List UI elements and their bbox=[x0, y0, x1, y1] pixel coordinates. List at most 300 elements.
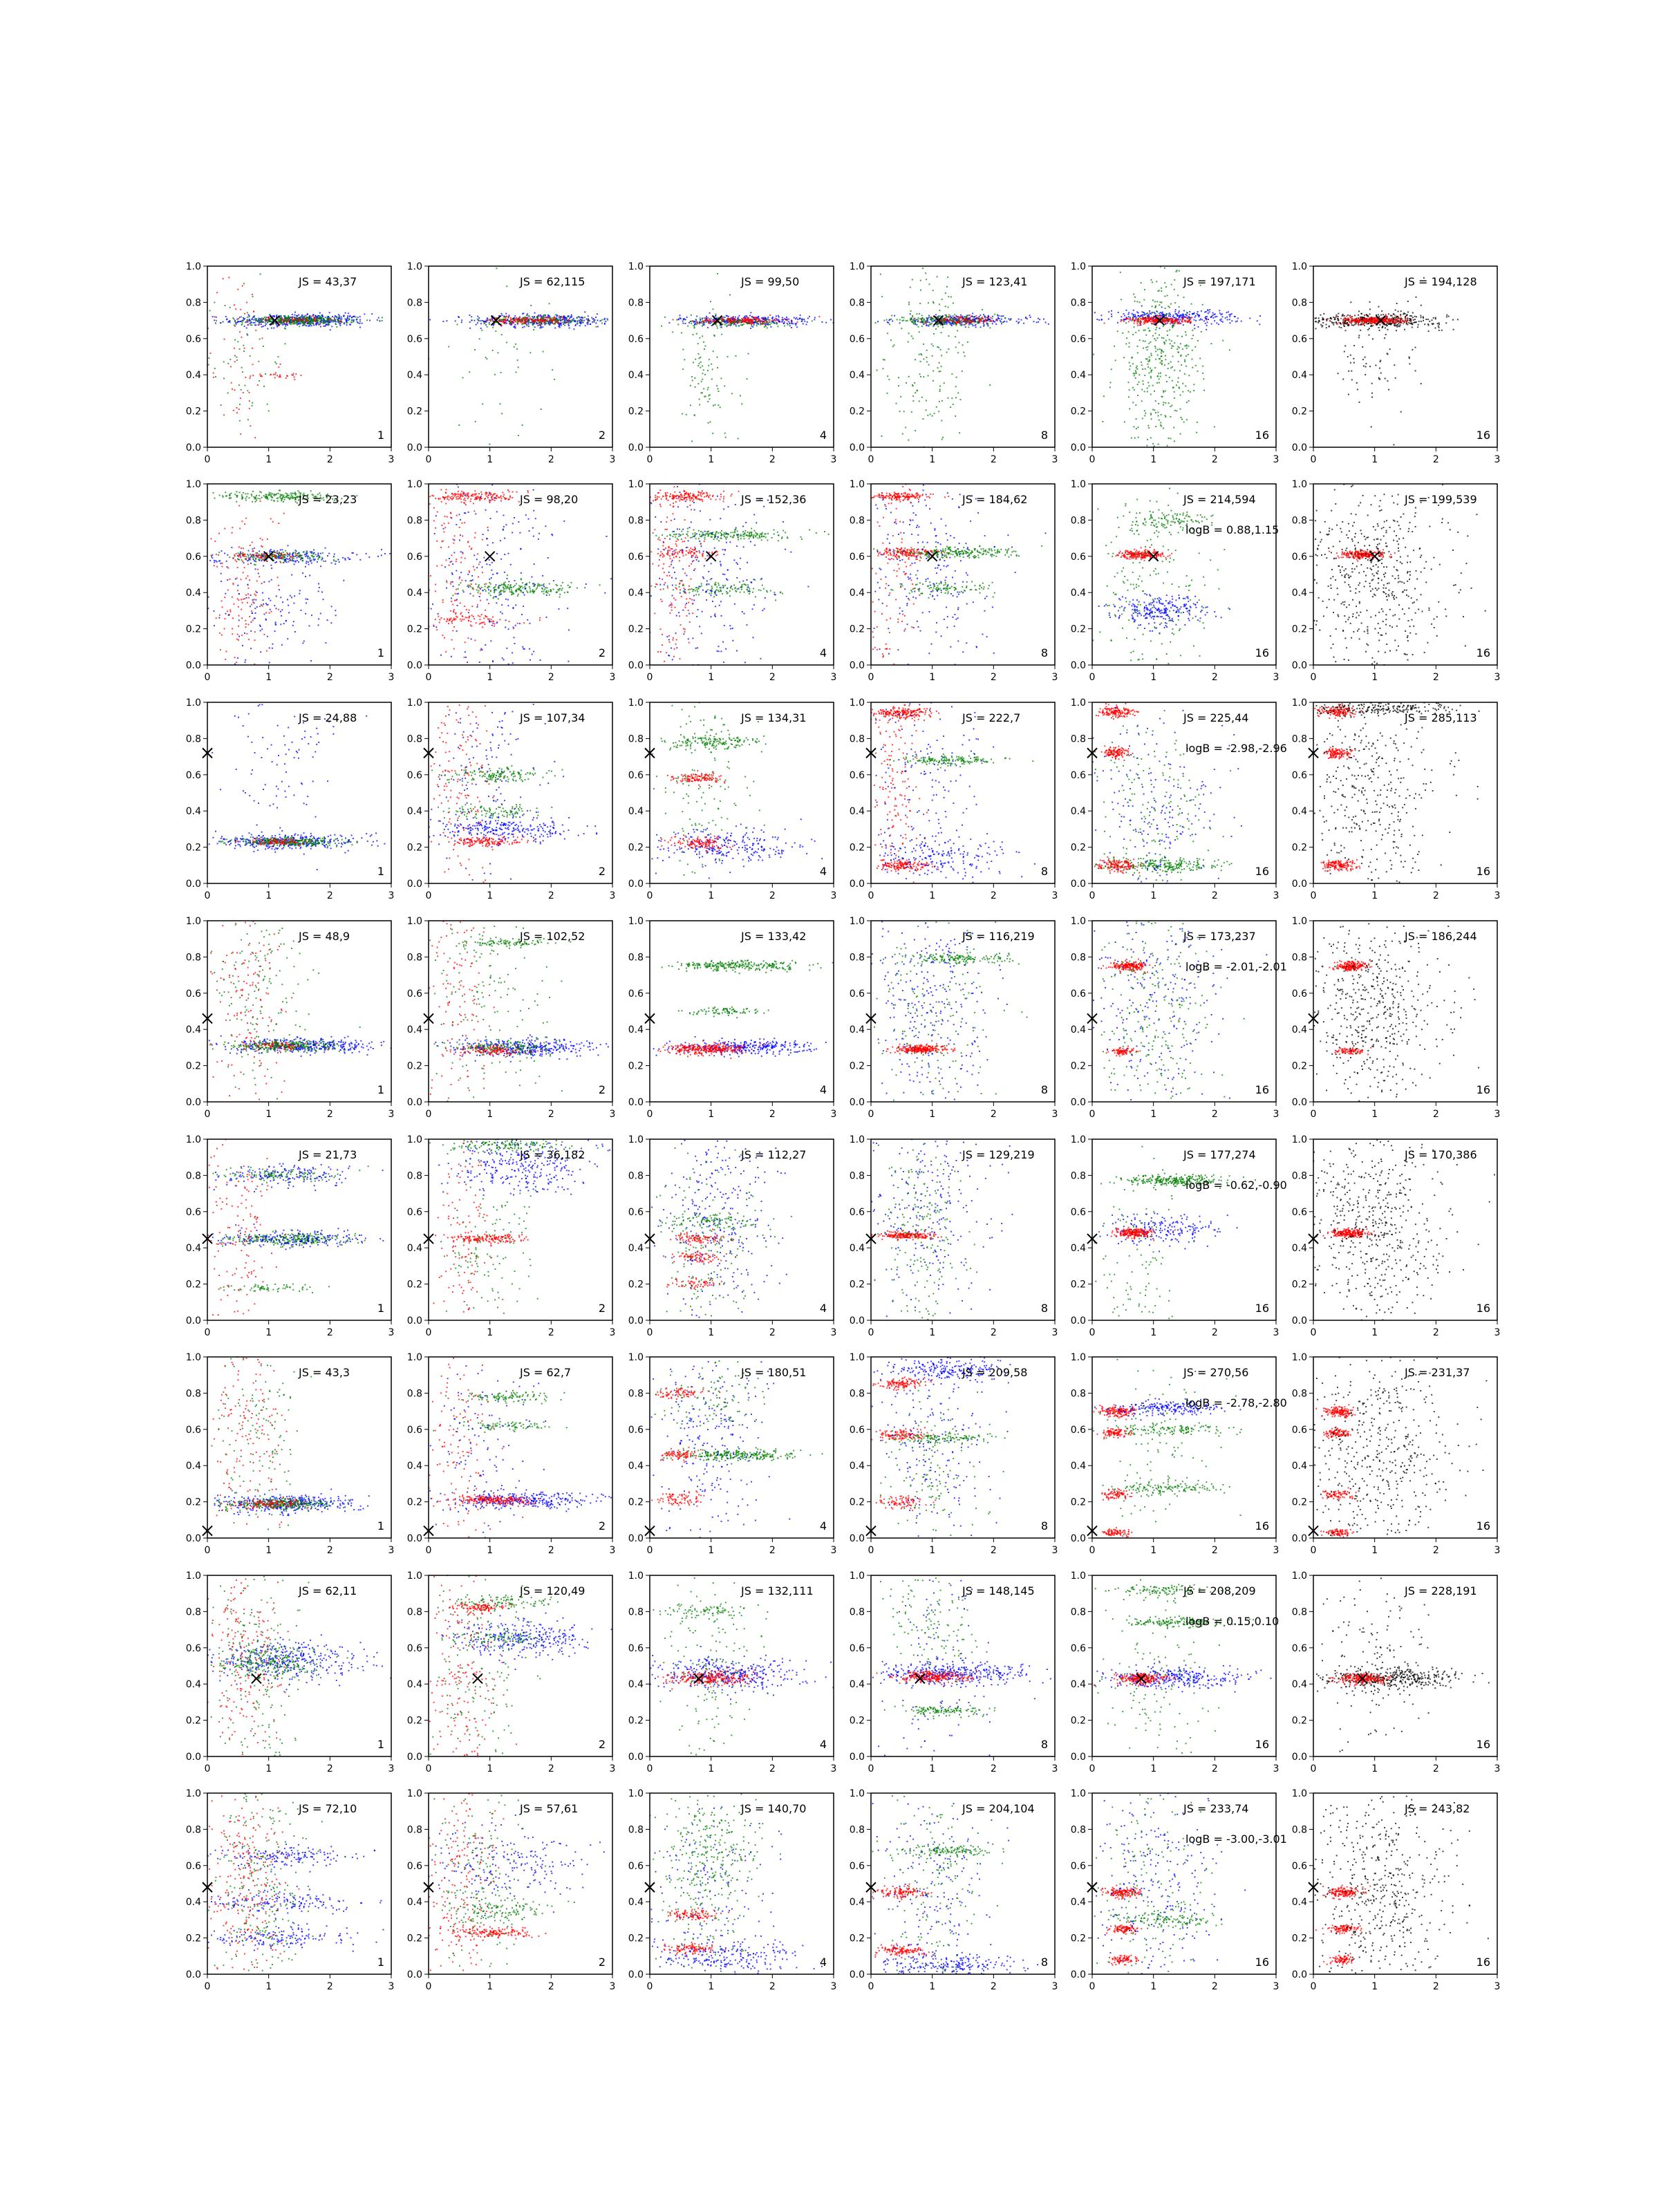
scatter-point bbox=[537, 325, 538, 326]
scatter-point bbox=[253, 311, 254, 312]
scatter-point bbox=[1360, 317, 1362, 319]
scatter-point bbox=[1168, 314, 1170, 315]
scatter-point bbox=[255, 319, 256, 320]
scatter-point bbox=[1125, 318, 1127, 319]
scatter-point bbox=[292, 322, 293, 324]
scatter-point bbox=[1123, 321, 1125, 322]
scatter-point bbox=[1132, 319, 1134, 321]
scatter-point bbox=[774, 320, 775, 321]
scatter-point bbox=[317, 322, 319, 324]
scatter-point bbox=[270, 321, 271, 322]
scatter-point bbox=[1199, 358, 1201, 359]
scatter-point bbox=[290, 324, 291, 325]
scatter-point bbox=[561, 317, 563, 318]
scatter-point bbox=[261, 376, 263, 377]
scatter-point bbox=[980, 326, 982, 328]
column-label: 2 bbox=[599, 429, 606, 442]
scatter-point bbox=[554, 379, 555, 380]
scatter-point bbox=[1149, 320, 1150, 321]
scatter-point bbox=[597, 326, 599, 328]
scatter-point bbox=[303, 316, 304, 317]
scatter-point bbox=[951, 397, 953, 399]
scatter-point bbox=[1385, 327, 1386, 328]
scatter-point bbox=[919, 318, 921, 319]
scatter-point bbox=[1340, 324, 1342, 325]
scatter-point bbox=[1348, 371, 1349, 372]
scatter-point bbox=[252, 402, 253, 404]
scatter-point bbox=[538, 324, 540, 326]
scatter-point bbox=[791, 323, 792, 324]
scatter-point bbox=[1320, 315, 1321, 316]
scatter-point bbox=[265, 373, 266, 375]
scatter-point bbox=[1425, 319, 1427, 320]
scatter-point bbox=[1353, 325, 1354, 326]
scatter-point bbox=[892, 346, 894, 347]
scatter-point bbox=[1335, 315, 1337, 316]
scatter-point bbox=[543, 322, 545, 324]
scatter-point bbox=[1356, 382, 1358, 384]
scatter-point bbox=[1163, 319, 1165, 320]
scatter-point bbox=[677, 324, 679, 325]
scatter-point bbox=[1134, 301, 1136, 302]
scatter-point bbox=[252, 348, 253, 349]
scatter-point bbox=[1333, 322, 1335, 324]
scatter-point bbox=[347, 320, 348, 321]
scatter-point bbox=[1149, 357, 1150, 358]
scatter-point bbox=[1219, 312, 1221, 314]
scatter-point bbox=[563, 324, 564, 325]
scatter-point bbox=[601, 323, 603, 324]
scatter-point bbox=[778, 326, 779, 327]
scatter-point bbox=[684, 323, 686, 324]
scatter-point bbox=[1177, 335, 1179, 337]
scatter-point bbox=[931, 344, 932, 345]
scatter-point bbox=[518, 317, 519, 319]
x-tick-label: 0 bbox=[1311, 454, 1317, 465]
scatter-point bbox=[1145, 347, 1147, 348]
scatter-point bbox=[578, 317, 579, 318]
scatter-point bbox=[301, 317, 303, 318]
scatter-point bbox=[209, 310, 211, 311]
scatter-point bbox=[703, 369, 704, 371]
scatter-point bbox=[1161, 315, 1163, 317]
scatter-point bbox=[357, 317, 359, 318]
scatter-point bbox=[705, 346, 706, 347]
scatter-point bbox=[1135, 370, 1136, 371]
scatter-point bbox=[346, 324, 348, 326]
scatter-point bbox=[592, 321, 593, 323]
scatter-point bbox=[1147, 315, 1148, 317]
scatter-point bbox=[960, 315, 962, 316]
scatter-point bbox=[1351, 379, 1353, 380]
scatter-point bbox=[294, 379, 295, 380]
scatter-point bbox=[1322, 319, 1323, 320]
scatter-point bbox=[967, 341, 968, 343]
js-annotation: JS = 62,115 bbox=[519, 275, 585, 288]
scatter-point bbox=[758, 323, 759, 324]
scatter-point bbox=[709, 359, 710, 360]
scatter-point bbox=[939, 371, 941, 372]
scatter-point bbox=[1237, 317, 1239, 319]
scatter-point bbox=[1359, 402, 1360, 403]
scatter-point bbox=[571, 315, 572, 316]
scatter-point bbox=[901, 328, 902, 329]
scatter-point bbox=[1129, 342, 1130, 344]
scatter-point bbox=[686, 317, 688, 318]
scatter-point bbox=[236, 319, 238, 320]
scatter-point bbox=[877, 321, 879, 322]
scatter-point bbox=[259, 339, 261, 340]
scatter-point bbox=[1187, 317, 1188, 319]
scatter-point bbox=[979, 321, 980, 323]
scatter-point bbox=[708, 365, 709, 366]
scatter-point bbox=[953, 324, 954, 325]
scatter-point bbox=[554, 324, 555, 325]
scatter-point bbox=[998, 315, 1000, 317]
panel-r1-c4 bbox=[850, 261, 1058, 465]
scatter-point bbox=[1172, 316, 1174, 317]
scatter-point bbox=[984, 320, 985, 321]
scatter-point bbox=[707, 327, 709, 328]
scatter-point bbox=[924, 319, 925, 320]
scatter-point bbox=[1134, 373, 1135, 375]
x-tick-label: 1 bbox=[487, 454, 493, 465]
scatter-point bbox=[933, 333, 935, 335]
scatter-point bbox=[964, 324, 965, 326]
scatter-point bbox=[908, 440, 909, 441]
scatter-point bbox=[701, 381, 702, 382]
scatter-point bbox=[1038, 321, 1039, 323]
scatter-point bbox=[945, 306, 946, 307]
scatter-point bbox=[1347, 319, 1349, 321]
scatter-point bbox=[563, 317, 564, 319]
scatter-point bbox=[527, 324, 529, 325]
scatter-point bbox=[770, 326, 771, 328]
scatter-point bbox=[937, 326, 939, 327]
scatter-point bbox=[765, 324, 766, 325]
scatter-point bbox=[245, 321, 246, 323]
scatter-point bbox=[514, 326, 515, 327]
scatter-point bbox=[1185, 345, 1187, 346]
scatter-point bbox=[505, 317, 506, 318]
scatter-point bbox=[721, 319, 722, 320]
scatter-point bbox=[932, 321, 934, 322]
scatter-point bbox=[1209, 309, 1210, 310]
scatter-point bbox=[744, 317, 745, 319]
scatter-point bbox=[1361, 320, 1362, 321]
scatter-point bbox=[1168, 363, 1170, 364]
scatter-point bbox=[1174, 302, 1176, 303]
scatter-point bbox=[274, 362, 276, 363]
scatter-point bbox=[1189, 321, 1190, 322]
scatter-point bbox=[583, 320, 585, 321]
scatter-point bbox=[749, 321, 750, 323]
scatter-point bbox=[474, 349, 476, 350]
scatter-point bbox=[711, 318, 712, 319]
scatter-point bbox=[299, 326, 300, 327]
scatter-point bbox=[1398, 318, 1399, 319]
scatter-point bbox=[547, 321, 549, 322]
scatter-point bbox=[1174, 397, 1175, 399]
scatter-point bbox=[742, 324, 743, 326]
scatter-point bbox=[903, 319, 904, 321]
scatter-point bbox=[236, 324, 237, 325]
scatter-point bbox=[239, 317, 241, 318]
scatter-point bbox=[1163, 351, 1164, 353]
scatter-point bbox=[715, 314, 717, 315]
scatter-point bbox=[501, 334, 503, 335]
scatter-point bbox=[975, 315, 977, 317]
scatter-point bbox=[704, 320, 706, 321]
scatter-point bbox=[559, 317, 560, 319]
scatter-point bbox=[948, 317, 949, 318]
scatter-point bbox=[1102, 421, 1103, 422]
scatter-point bbox=[680, 318, 682, 319]
scatter-point bbox=[688, 322, 690, 324]
scatter-point bbox=[249, 392, 250, 393]
scatter-point bbox=[1138, 427, 1139, 428]
scatter-point bbox=[1216, 316, 1217, 317]
x-tick-label: 2 bbox=[991, 454, 997, 465]
scatter-point bbox=[326, 321, 327, 322]
scatter-point bbox=[1354, 324, 1356, 326]
scatter-point bbox=[762, 319, 764, 321]
scatter-point bbox=[1165, 308, 1166, 309]
scatter-point bbox=[1167, 322, 1168, 324]
axes-frame bbox=[650, 266, 834, 447]
scatter-point bbox=[1148, 427, 1150, 429]
scatter-point bbox=[918, 319, 919, 321]
scatter-point bbox=[1192, 335, 1194, 336]
scatter-point bbox=[702, 323, 704, 324]
scatter-point bbox=[509, 320, 510, 321]
scatter-point bbox=[568, 321, 569, 323]
scatter-point bbox=[561, 325, 562, 326]
scatter-point bbox=[1367, 318, 1368, 319]
scatter-point bbox=[1333, 317, 1334, 318]
scatter-point bbox=[1318, 322, 1319, 324]
scatter-point bbox=[714, 335, 715, 337]
scatter-point bbox=[707, 389, 709, 391]
scatter-point bbox=[786, 319, 787, 320]
scatter-point bbox=[1184, 373, 1185, 375]
scatter-point bbox=[1342, 315, 1343, 317]
scatter-point bbox=[1159, 382, 1160, 384]
scatter-point bbox=[1179, 386, 1180, 388]
scatter-point bbox=[682, 323, 684, 324]
scatter-point bbox=[1104, 323, 1105, 324]
scatter-point bbox=[1161, 288, 1162, 289]
scatter-point bbox=[1345, 330, 1347, 331]
scatter-point bbox=[1385, 318, 1386, 319]
scatter-point bbox=[480, 328, 482, 329]
scatter-point bbox=[1030, 317, 1031, 318]
scatter-point bbox=[966, 323, 967, 324]
scatter-point bbox=[1218, 324, 1219, 325]
scatter-point bbox=[1154, 338, 1155, 339]
scatter-point bbox=[285, 319, 287, 321]
scatter-point bbox=[378, 317, 379, 319]
scatter-point bbox=[339, 322, 340, 324]
scatter-point bbox=[1412, 327, 1413, 328]
scatter-point bbox=[1139, 301, 1141, 303]
scatter-point bbox=[708, 387, 709, 388]
scatter-point bbox=[881, 296, 883, 297]
scatter-point bbox=[1135, 377, 1136, 379]
scatter-point bbox=[1141, 400, 1143, 402]
y-tick-label: 0.6 bbox=[1071, 334, 1086, 345]
scatter-point bbox=[926, 350, 928, 351]
scatter-point bbox=[1176, 313, 1177, 315]
scatter-point bbox=[708, 395, 709, 396]
scatter-point bbox=[1395, 310, 1396, 311]
scatter-point bbox=[320, 326, 321, 328]
scatter-point bbox=[1169, 377, 1170, 378]
scatter-point bbox=[960, 324, 962, 326]
scatter-point bbox=[962, 371, 963, 372]
scatter-point bbox=[597, 320, 599, 321]
scatter-point bbox=[948, 397, 949, 399]
scatter-point bbox=[730, 325, 731, 326]
scatter-point bbox=[920, 361, 921, 362]
scatter-point bbox=[1144, 415, 1145, 416]
scatter-point bbox=[276, 363, 277, 364]
scatter-point bbox=[806, 324, 807, 325]
scatter-point bbox=[922, 418, 924, 420]
scatter-point bbox=[1329, 326, 1330, 328]
scatter-point bbox=[1141, 362, 1142, 363]
scatter-point bbox=[1379, 368, 1380, 369]
scatter-point bbox=[1438, 326, 1439, 327]
scatter-point bbox=[471, 316, 472, 317]
scatter-point bbox=[1180, 315, 1181, 317]
scatter-point bbox=[1222, 316, 1224, 317]
scatter-point bbox=[1145, 341, 1146, 342]
scatter-point bbox=[1388, 319, 1389, 320]
scatter-point bbox=[1151, 279, 1152, 281]
scatter-point bbox=[1138, 320, 1139, 321]
scatter-point bbox=[801, 321, 803, 322]
scatter-point bbox=[1172, 366, 1173, 368]
x-tick-label: 2 bbox=[548, 454, 554, 465]
scatter-point bbox=[1398, 320, 1399, 321]
scatter-point bbox=[1148, 343, 1150, 344]
scatter-point bbox=[1388, 324, 1389, 325]
scatter-point bbox=[1429, 321, 1430, 322]
x-tick-label: 2 bbox=[769, 454, 776, 465]
scatter-point bbox=[708, 422, 709, 424]
scatter-point bbox=[530, 319, 532, 320]
scatter-point bbox=[749, 315, 751, 317]
scatter-point bbox=[1174, 317, 1175, 319]
scatter-point bbox=[1137, 346, 1138, 347]
scatter-point bbox=[1365, 320, 1367, 321]
scatter-point bbox=[476, 324, 477, 326]
scatter-point bbox=[1415, 321, 1416, 323]
scatter-point bbox=[307, 321, 308, 323]
scatter-point bbox=[939, 401, 940, 402]
scatter-point bbox=[500, 403, 501, 404]
scatter-point bbox=[250, 324, 252, 326]
scatter-point bbox=[1380, 315, 1382, 316]
scatter-point bbox=[1445, 322, 1447, 324]
scatter-point bbox=[683, 319, 684, 320]
scatter-point bbox=[890, 319, 892, 320]
scatter-point bbox=[915, 392, 916, 393]
scatter-point bbox=[1194, 319, 1195, 321]
scatter-point bbox=[1194, 317, 1196, 318]
scatter-point bbox=[1342, 379, 1344, 380]
scatter-point bbox=[700, 357, 701, 358]
y-tick-label: 0.2 bbox=[1071, 406, 1086, 418]
scatter-point bbox=[224, 339, 225, 340]
scatter-point bbox=[1185, 386, 1186, 387]
scatter-point bbox=[696, 316, 697, 317]
scatter-point bbox=[962, 325, 963, 326]
scatter-point bbox=[1138, 317, 1139, 319]
x-tick-label: 3 bbox=[1273, 454, 1280, 465]
scatter-point bbox=[942, 327, 944, 328]
scatter-point bbox=[571, 321, 572, 322]
scatter-point bbox=[687, 326, 688, 327]
scatter-point bbox=[489, 324, 490, 325]
scatter-point bbox=[1394, 315, 1396, 316]
scatter-point bbox=[1108, 311, 1109, 312]
scatter-point bbox=[1125, 322, 1127, 324]
scatter-point bbox=[715, 315, 716, 317]
scatter-point bbox=[1374, 319, 1376, 320]
scatter-point bbox=[1206, 325, 1208, 326]
scatter-point bbox=[920, 353, 921, 355]
scatter-point bbox=[742, 321, 743, 323]
scatter-point bbox=[784, 326, 785, 327]
scatter-point bbox=[1016, 321, 1018, 322]
scatter-point bbox=[1148, 385, 1150, 386]
scatter-point bbox=[209, 353, 211, 354]
scatter-point bbox=[1347, 356, 1349, 357]
scatter-point bbox=[214, 368, 216, 369]
scatter-point bbox=[247, 335, 248, 336]
scatter-point bbox=[932, 301, 934, 303]
scatter-point bbox=[715, 404, 716, 406]
scatter-point bbox=[494, 374, 496, 375]
scatter-point bbox=[926, 279, 927, 280]
scatter-point bbox=[1033, 321, 1034, 322]
scatter-point bbox=[1323, 313, 1324, 315]
scatter-point bbox=[1358, 315, 1359, 316]
scatter-point bbox=[1389, 320, 1391, 321]
scatter-point bbox=[928, 317, 930, 318]
scatter-point bbox=[963, 317, 964, 319]
scatter-point bbox=[1400, 411, 1402, 413]
scatter-point bbox=[738, 438, 739, 440]
scatter-point bbox=[229, 307, 231, 308]
scatter-point bbox=[252, 294, 253, 295]
scatter-point bbox=[1405, 317, 1406, 319]
y-tick-label: 0.6 bbox=[850, 334, 865, 345]
scatter-point bbox=[511, 324, 512, 325]
scatter-point bbox=[1147, 382, 1149, 384]
scatter-point bbox=[1407, 319, 1408, 320]
scatter-point bbox=[931, 321, 932, 322]
scatter-point bbox=[458, 317, 460, 318]
scatter-point bbox=[330, 320, 331, 321]
scatter-point bbox=[298, 319, 299, 320]
scatter-point bbox=[758, 316, 759, 317]
scatter-point bbox=[1150, 313, 1152, 315]
scatter-point bbox=[767, 327, 768, 328]
scatter-point bbox=[552, 319, 554, 321]
